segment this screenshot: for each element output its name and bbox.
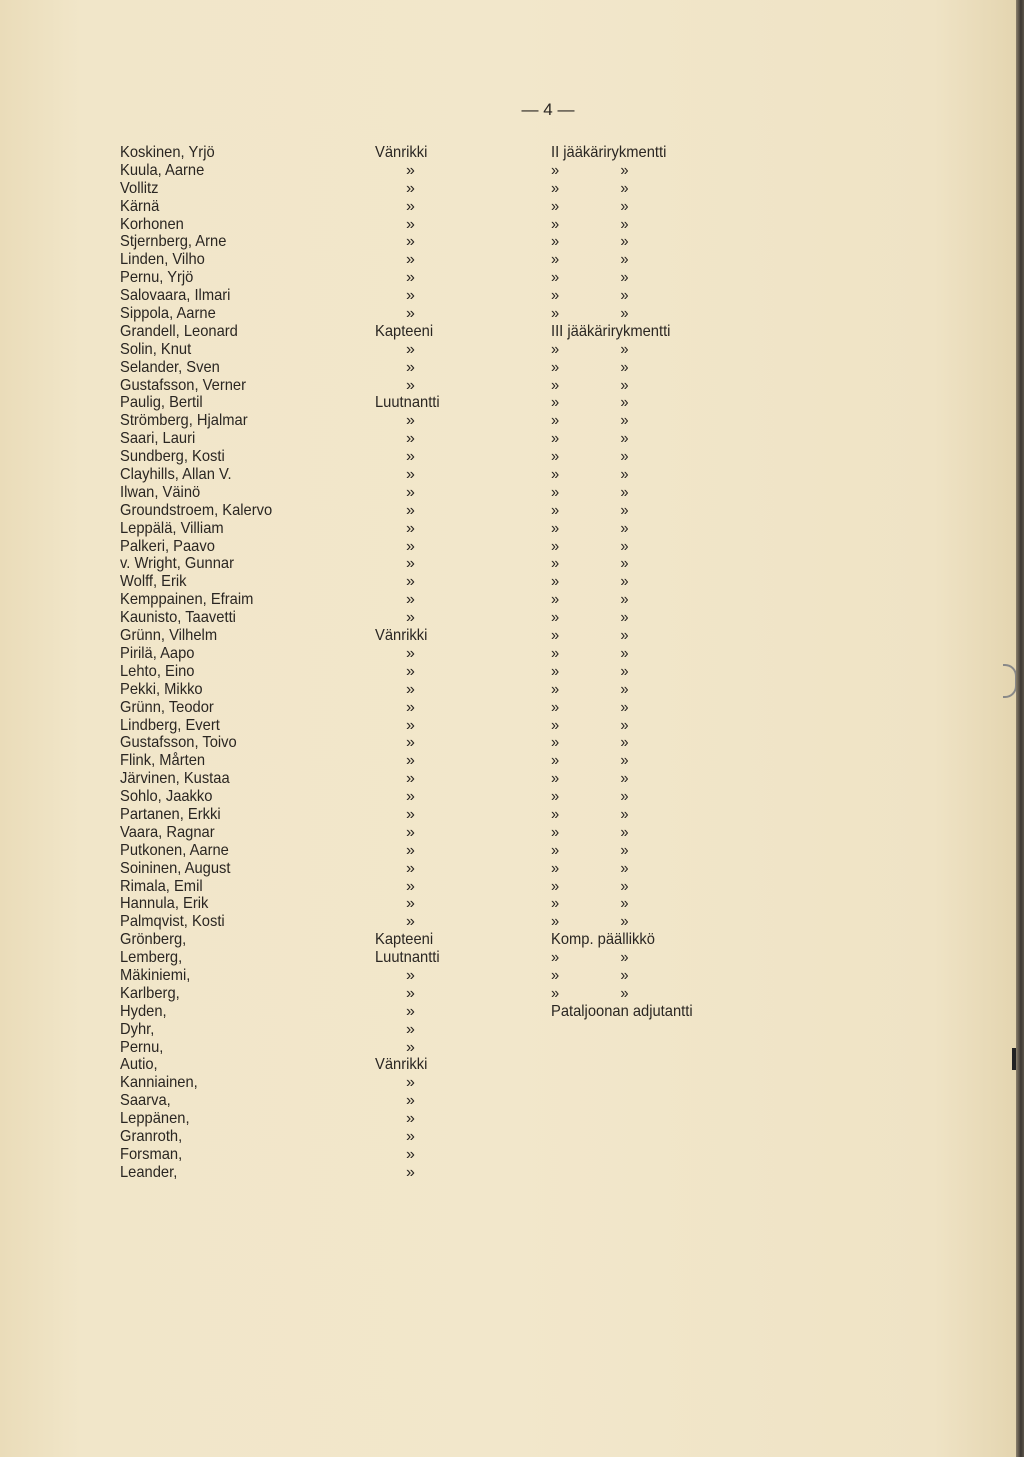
officer-rank: »: [406, 466, 415, 484]
officer-rank: »: [406, 287, 415, 305]
officer-name: Flink, Mårten: [120, 752, 206, 770]
officer-rank: »: [406, 609, 415, 627]
officer-rank: »: [406, 770, 415, 788]
officer-rank: »: [406, 233, 415, 251]
officer-rank: Luutnantti: [375, 394, 440, 412]
officer-name: Soininen, August: [120, 859, 231, 877]
officer-name: Pernu,: [120, 1038, 164, 1056]
officer-rank: »: [406, 197, 415, 215]
roster-row: [0, 520, 1016, 538]
roster-row: [0, 251, 1016, 269]
roster-row: [0, 377, 1016, 395]
officer-unit: » »: [551, 609, 629, 627]
officer-name: Vollitz: [120, 179, 159, 197]
officer-rank: »: [406, 734, 415, 752]
officer-name: Salovaara, Ilmari: [120, 287, 231, 305]
roster-row: [0, 752, 1016, 770]
officer-name: Hannula, Erik: [120, 895, 209, 913]
officer-name: Palmqvist, Kosti: [120, 913, 225, 931]
officer-name: Leppänen,: [120, 1110, 190, 1128]
roster-row: [0, 591, 1016, 609]
officer-name: Kemppainen, Efraim: [120, 591, 254, 609]
officer-rank: »: [406, 644, 415, 662]
officer-name: Dyhr,: [120, 1020, 155, 1038]
officer-unit: » »: [551, 644, 629, 662]
officer-rank: »: [406, 662, 415, 680]
officer-rank: »: [406, 251, 415, 269]
roster-row: [0, 1164, 1016, 1182]
officer-unit: » »: [551, 573, 629, 591]
officer-rank: »: [406, 877, 415, 895]
roster-row: [0, 788, 1016, 806]
officer-name: Kärnä: [120, 197, 160, 215]
officer-rank: »: [406, 501, 415, 519]
officer-roster: [0, 144, 1016, 1182]
officer-unit: III jääkärirykmentti: [551, 322, 671, 340]
officer-name: Groundstroem, Kalervo: [120, 501, 273, 519]
officer-unit: » »: [551, 537, 629, 555]
officer-rank: »: [406, 1038, 415, 1056]
roster-row: [0, 198, 1016, 216]
roster-row: [0, 967, 1016, 985]
officer-unit: II jääkärirykmentti: [551, 144, 667, 161]
officer-name: Grünn, Vilhelm: [120, 627, 218, 645]
officer-rank: »: [406, 269, 415, 287]
officer-rank: »: [406, 788, 415, 806]
roster-row: [0, 1092, 1016, 1110]
officer-unit: » »: [551, 251, 629, 269]
officer-name: Linden, Vilho: [120, 251, 205, 269]
officer-name: Solin, Knut: [120, 340, 192, 358]
roster-row: [0, 842, 1016, 860]
officer-rank: »: [406, 215, 415, 233]
officer-unit: » »: [551, 448, 629, 466]
officer-unit: » »: [551, 949, 629, 967]
roster-row: [0, 734, 1016, 752]
officer-rank: »: [406, 1074, 415, 1092]
roster-row: [0, 448, 1016, 466]
officer-unit: » »: [551, 501, 629, 519]
roster-row: [0, 949, 1016, 967]
officer-rank: »: [406, 179, 415, 197]
officer-rank: »: [406, 555, 415, 573]
officer-unit: » »: [551, 269, 629, 287]
officer-name: Järvinen, Kustaa: [120, 770, 230, 788]
officer-name: Palkeri, Paavo: [120, 537, 215, 555]
officer-name: Rimala, Emil: [120, 877, 203, 895]
officer-rank: »: [406, 1092, 415, 1110]
officer-rank: »: [406, 358, 415, 376]
officer-rank: »: [406, 1163, 415, 1181]
roster-row: [0, 359, 1016, 377]
officer-unit: » »: [551, 680, 629, 698]
officer-name: Ilwan, Väinö: [120, 483, 201, 501]
officer-rank: »: [406, 448, 415, 466]
officer-rank: »: [406, 537, 415, 555]
officer-rank: »: [406, 376, 415, 394]
officer-name: Karlberg,: [120, 984, 180, 1002]
officer-name: Selander, Sven: [120, 358, 220, 376]
officer-name: Vaara, Ragnar: [120, 823, 215, 841]
officer-unit: » »: [551, 716, 629, 734]
officer-name: Autio,: [120, 1056, 158, 1074]
roster-row: [0, 1039, 1016, 1057]
officer-unit: » »: [551, 197, 629, 215]
officer-name: Putkonen, Aarne: [120, 841, 229, 859]
officer-name: Sippola, Aarne: [120, 305, 216, 323]
roster-row: [0, 1003, 1016, 1021]
page-number: — 4 —: [521, 100, 575, 119]
roster-row: [0, 770, 1016, 788]
officer-rank: »: [406, 805, 415, 823]
officer-unit: » »: [551, 555, 629, 573]
officer-rank: »: [406, 984, 415, 1002]
roster-row: [0, 860, 1016, 878]
officer-unit: » »: [551, 752, 629, 770]
officer-name: Lemberg,: [120, 949, 183, 967]
officer-unit: » »: [551, 662, 629, 680]
officer-name: Partanen, Erkki: [120, 805, 221, 823]
officer-name: Grünn, Teodor: [120, 698, 214, 716]
officer-name: Saarva,: [120, 1092, 171, 1110]
roster-row: [0, 1110, 1016, 1128]
roster-row: [0, 555, 1016, 573]
roster-row: [0, 430, 1016, 448]
officer-unit: » »: [551, 233, 629, 251]
officer-unit: » »: [551, 788, 629, 806]
officer-name: Forsman,: [120, 1145, 183, 1163]
roster-row: [0, 681, 1016, 699]
roster-row: [0, 305, 1016, 323]
roster-row: [0, 394, 1016, 412]
officer-name: Gustafsson, Toivo: [120, 734, 237, 752]
roster-row: [0, 216, 1016, 234]
officer-rank: »: [406, 913, 415, 931]
roster-row: [0, 1128, 1016, 1146]
roster-row: [0, 717, 1016, 735]
officer-rank: »: [406, 895, 415, 913]
officer-rank: »: [406, 752, 415, 770]
officer-name: Gustafsson, Verner: [120, 376, 247, 394]
officer-rank: »: [406, 1002, 415, 1020]
officer-rank: »: [406, 483, 415, 501]
officer-unit: » »: [551, 483, 629, 501]
roster-row: [0, 1146, 1016, 1164]
officer-name: Stjernberg, Arne: [120, 233, 227, 251]
officer-name: Korhonen: [120, 215, 184, 233]
roster-row: [0, 287, 1016, 305]
roster-row: [0, 162, 1016, 180]
officer-unit: » »: [551, 877, 629, 895]
officer-unit: » »: [551, 591, 629, 609]
roster-row: [0, 663, 1016, 681]
officer-unit: » »: [551, 913, 629, 931]
officer-rank: »: [406, 412, 415, 430]
officer-rank: Luutnantti: [375, 949, 440, 967]
officer-name: Sohlo, Jaakko: [120, 788, 213, 806]
officer-name: Pekki, Mikko: [120, 680, 203, 698]
officer-unit: » »: [551, 627, 629, 645]
roster-row: [0, 144, 1016, 162]
roster-row: [0, 323, 1016, 341]
officer-name: Mäkiniemi,: [120, 966, 191, 984]
roster-row: [0, 1021, 1016, 1039]
officer-name: Leander,: [120, 1163, 178, 1181]
roster-row: [0, 341, 1016, 359]
officer-rank: »: [406, 1110, 415, 1128]
officer-rank: Vänrikki: [375, 144, 428, 161]
roster-row: [0, 824, 1016, 842]
roster-row: [0, 878, 1016, 896]
officer-unit: » »: [551, 519, 629, 537]
officer-rank: Kapteeni: [375, 931, 434, 949]
officer-name: v. Wright, Gunnar: [120, 555, 234, 573]
officer-unit: » »: [551, 340, 629, 358]
officer-unit: » »: [551, 841, 629, 859]
officer-rank: »: [406, 430, 415, 448]
officer-name: Kanniainen,: [120, 1074, 198, 1092]
roster-row: [0, 573, 1016, 591]
officer-unit: » »: [551, 770, 629, 788]
roster-row: [0, 699, 1016, 717]
officer-rank: »: [406, 966, 415, 984]
officer-name: Grönberg,: [120, 931, 187, 949]
officer-unit: » »: [551, 698, 629, 716]
officer-unit: » »: [551, 179, 629, 197]
officer-unit: » »: [551, 805, 629, 823]
officer-unit: » »: [551, 984, 629, 1002]
officer-unit: » »: [551, 895, 629, 913]
roster-row: [0, 985, 1016, 1003]
roster-row: [0, 502, 1016, 520]
officer-unit: » »: [551, 430, 629, 448]
officer-unit: » »: [551, 394, 629, 412]
officer-name: Granroth,: [120, 1127, 183, 1145]
roster-row: [0, 931, 1016, 949]
officer-unit: » »: [551, 358, 629, 376]
roster-row: [0, 412, 1016, 430]
officer-name: Sundberg, Kosti: [120, 448, 225, 466]
officer-rank: »: [406, 519, 415, 537]
officer-name: Lindberg, Evert: [120, 716, 220, 734]
officer-name: Koskinen, Yrjö: [120, 144, 215, 161]
officer-rank: »: [406, 305, 415, 323]
officer-name: Wolff, Erik: [120, 573, 187, 591]
officer-rank: »: [406, 823, 415, 841]
officer-unit: » »: [551, 305, 629, 323]
roster-row: [0, 627, 1016, 645]
roster-row: [0, 645, 1016, 663]
officer-rank: Kapteeni: [375, 322, 434, 340]
roster-row: [0, 913, 1016, 931]
officer-rank: »: [406, 698, 415, 716]
officer-unit: Komp. päällikkö: [551, 931, 655, 949]
officer-unit: Pataljoonan adjutantti: [551, 1002, 693, 1020]
officer-name: Kuula, Aarne: [120, 161, 205, 179]
roster-row: [0, 180, 1016, 198]
officer-rank: »: [406, 1145, 415, 1163]
officer-name: Lehto, Eino: [120, 662, 195, 680]
roster-row: [0, 233, 1016, 251]
officer-unit: » »: [551, 161, 629, 179]
roster-row: [0, 806, 1016, 824]
officer-rank: Vänrikki: [375, 1056, 428, 1074]
roster-row: [0, 1056, 1016, 1074]
officer-rank: »: [406, 1127, 415, 1145]
officer-rank: Vänrikki: [375, 627, 428, 645]
roster-row: [0, 609, 1016, 627]
officer-rank: »: [406, 573, 415, 591]
officer-name: Strömberg, Hjalmar: [120, 412, 248, 430]
officer-name: Pirilä, Aapo: [120, 644, 195, 662]
officer-name: Paulig, Bertil: [120, 394, 203, 412]
officer-name: Grandell, Leonard: [120, 322, 238, 340]
roster-row: [0, 1074, 1016, 1092]
officer-name: Clayhills, Allan V.: [120, 466, 232, 484]
officer-name: Saari, Lauri: [120, 430, 196, 448]
page-edge: [1016, 0, 1024, 1457]
officer-name: Pernu, Yrjö: [120, 269, 194, 287]
officer-rank: »: [406, 841, 415, 859]
officer-name: Kaunisto, Taavetti: [120, 609, 236, 627]
roster-row: [0, 484, 1016, 502]
officer-unit: » »: [551, 215, 629, 233]
officer-unit: » »: [551, 734, 629, 752]
officer-unit: » »: [551, 823, 629, 841]
roster-row: [0, 895, 1016, 913]
officer-unit: » »: [551, 466, 629, 484]
officer-rank: »: [406, 859, 415, 877]
officer-rank: »: [406, 680, 415, 698]
officer-rank: »: [406, 716, 415, 734]
roster-row: [0, 269, 1016, 287]
officer-name: Leppälä, Villiam: [120, 519, 224, 537]
officer-unit: » »: [551, 376, 629, 394]
roster-row: [0, 538, 1016, 556]
officer-unit: » »: [551, 859, 629, 877]
officer-rank: »: [406, 340, 415, 358]
officer-rank: »: [406, 1020, 415, 1038]
officer-rank: »: [406, 591, 415, 609]
roster-row: [0, 466, 1016, 484]
officer-unit: » »: [551, 966, 629, 984]
officer-rank: »: [406, 161, 415, 179]
officer-unit: » »: [551, 287, 629, 305]
officer-unit: » »: [551, 412, 629, 430]
officer-name: Hyden,: [120, 1002, 167, 1020]
